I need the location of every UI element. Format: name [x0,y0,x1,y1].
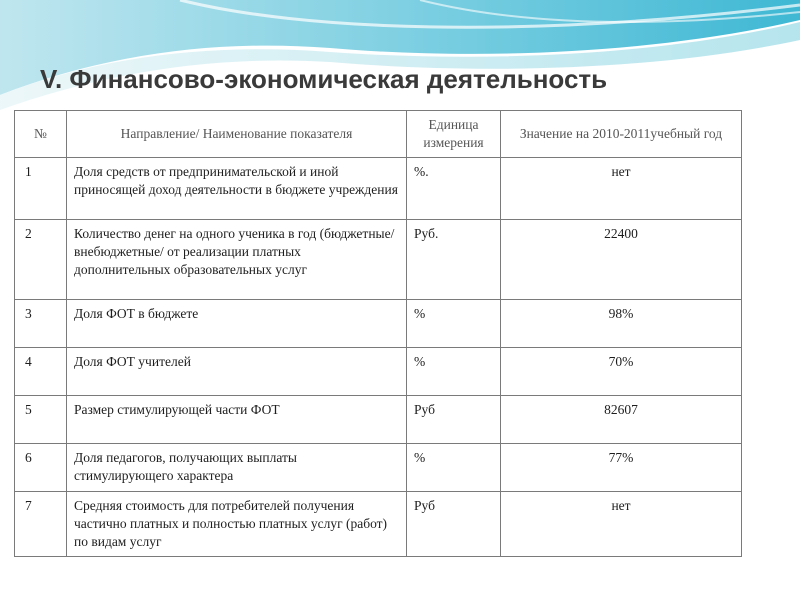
cell-name: Доля ФОТ в бюджете [67,300,407,348]
cell-num: 1 [15,158,67,220]
table-row [15,492,742,557]
header-value: Значение на 2010-2011учебный год [501,111,742,158]
cell-value: нет [501,158,742,220]
cell-name: Количество денег на одного ученика в год (бюджетные/внебюджетные/ от реализации платных дополнительных образовательных услуг [67,220,407,300]
cell-value: нет [501,492,742,557]
cell-name: Доля ФОТ учителей [67,348,407,396]
cell-unit: % [407,444,501,492]
cell-num: 3 [15,300,67,348]
cell-value: 22400 [501,220,742,300]
cell-value: 82607 [501,396,742,444]
cell-unit: Руб [407,492,501,557]
table-row [15,158,742,220]
cell-name: Средняя стоимость для потребителей получения частично платных и полностью платных услуг (работ) по видам услуг [67,492,407,557]
table-row [15,444,742,492]
cell-num: 4 [15,348,67,396]
cell-num: 2 [15,220,67,300]
cell-name: Размер стимулирующей части ФОТ [67,396,407,444]
cell-value: 70% [501,348,742,396]
cell-num: 7 [15,492,67,557]
header-unit: Единица измерения [407,111,501,158]
cell-name: Доля педагогов, получающих выплаты стимулирующего характера [67,444,407,492]
cell-unit: Руб [407,396,501,444]
cell-value: 98% [501,300,742,348]
cell-num: 6 [15,444,67,492]
cell-unit: Руб. [407,220,501,300]
header-name: Направление/ Наименование показателя [67,111,407,158]
cell-unit: % [407,348,501,396]
cell-unit: %. [407,158,501,220]
table-row [15,348,742,396]
cell-num: 5 [15,396,67,444]
table-row [15,396,742,444]
table-row [15,220,742,300]
page-title: V. Финансово-экономическая деятельность [40,64,608,94]
table-header-row [15,111,742,158]
header-num: № [15,111,67,158]
cell-name: Доля средств от предпринимательской и иной приносящей доход деятельности в бюджете учреждения [67,158,407,220]
table-row [15,300,742,348]
cell-unit: % [407,300,501,348]
indicators-table [14,110,742,557]
cell-value: 77% [501,444,742,492]
